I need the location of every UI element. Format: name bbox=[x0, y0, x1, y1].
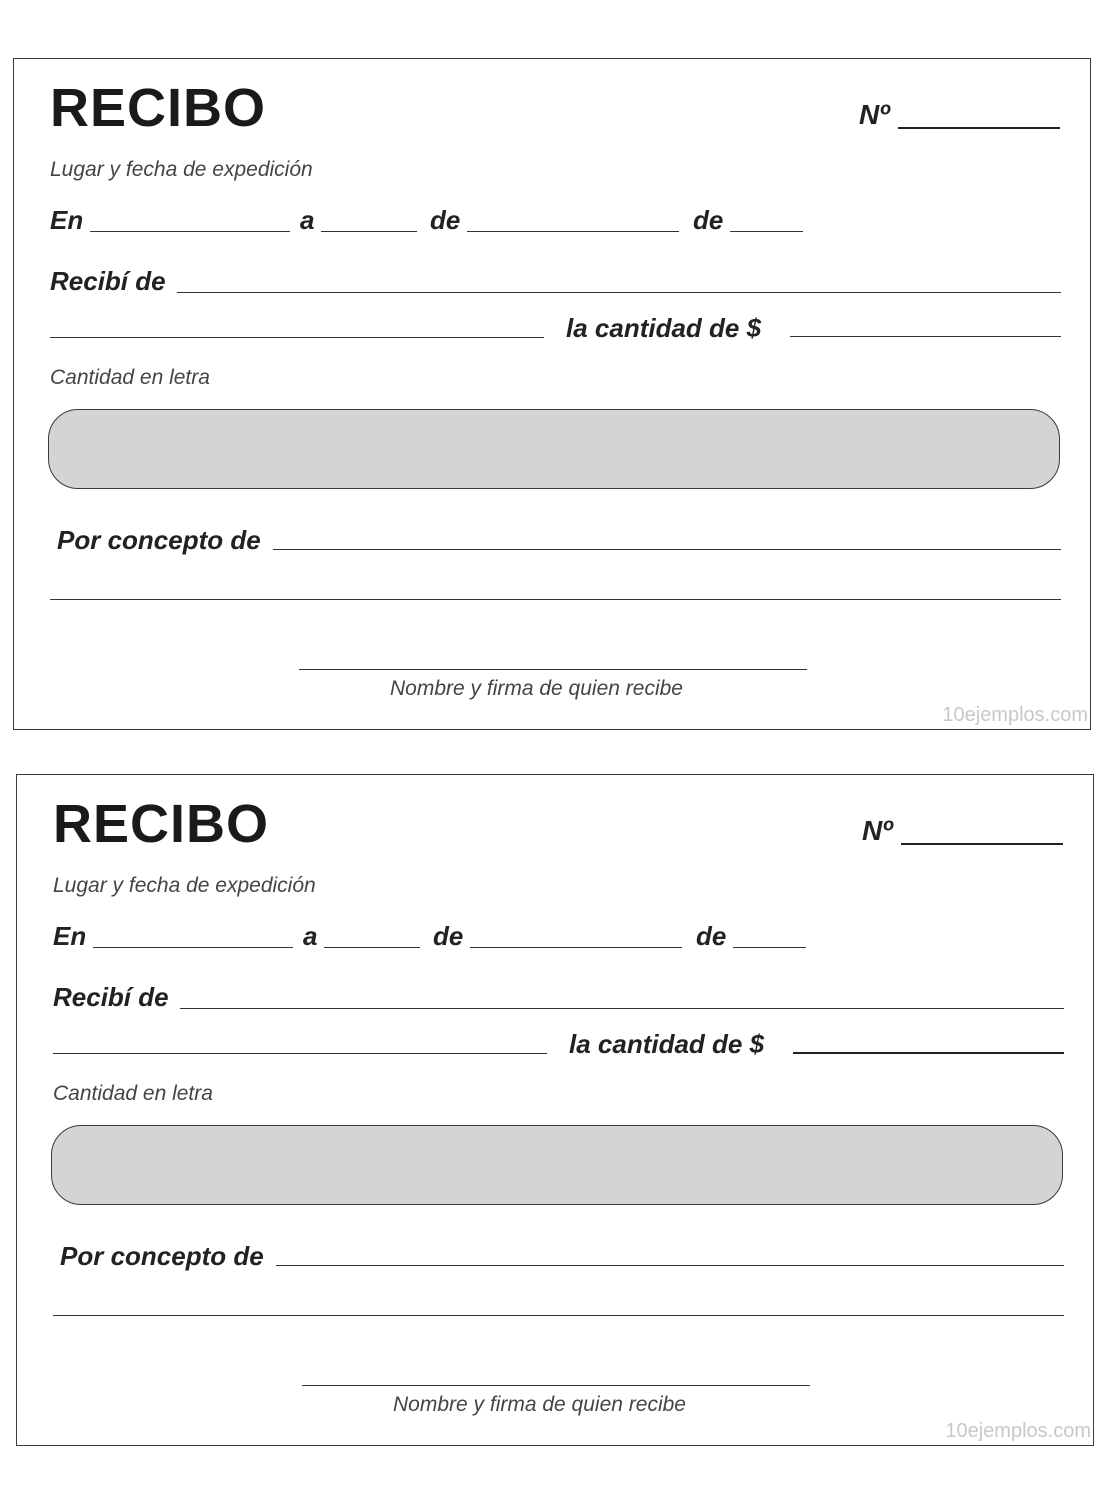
concept-field[interactable] bbox=[273, 549, 1061, 550]
amount-field[interactable] bbox=[790, 336, 1061, 337]
a-label: a bbox=[303, 921, 318, 951]
amount-label: la cantidad de $ bbox=[569, 1029, 765, 1059]
year-field[interactable] bbox=[730, 231, 803, 232]
signature-field[interactable] bbox=[299, 669, 807, 670]
receipt-title: RECIBO bbox=[53, 794, 270, 854]
month-field[interactable] bbox=[470, 947, 682, 948]
amount-field[interactable] bbox=[793, 1052, 1064, 1054]
amount-words-caption: Cantidad en letra bbox=[53, 1082, 213, 1105]
concept-field-continued[interactable] bbox=[53, 1315, 1064, 1316]
concept-field-continued[interactable] bbox=[50, 599, 1061, 600]
place-field[interactable] bbox=[93, 947, 293, 948]
received-from-field-continued[interactable] bbox=[50, 337, 544, 338]
concept-label: Por concepto de bbox=[60, 1241, 264, 1271]
received-from-field-continued[interactable] bbox=[53, 1053, 547, 1054]
received-from-field[interactable] bbox=[180, 1008, 1064, 1009]
concept-label: Por concepto de bbox=[57, 525, 261, 555]
de-label-year: de bbox=[696, 921, 727, 951]
place-date-caption: Lugar y fecha de expedición bbox=[53, 874, 316, 897]
receipt-number-label: Nº bbox=[862, 815, 893, 846]
amount-words-caption: Cantidad en letra bbox=[50, 366, 210, 389]
received-from-label: Recibí de bbox=[53, 982, 169, 1012]
amount-label: la cantidad de $ bbox=[566, 313, 762, 343]
received-from-field[interactable] bbox=[177, 292, 1061, 293]
signature-caption: Nombre y firma de quien recibe bbox=[390, 677, 683, 700]
watermark: 10ejemplos.com bbox=[942, 704, 1088, 726]
place-field[interactable] bbox=[90, 231, 290, 232]
received-from-label: Recibí de bbox=[50, 266, 166, 296]
de-label-year: de bbox=[693, 205, 724, 235]
de-label-month: de bbox=[430, 205, 461, 235]
receipt-form-2 bbox=[16, 774, 1094, 1446]
a-label: a bbox=[300, 205, 315, 235]
signature-field[interactable] bbox=[302, 1385, 810, 1386]
place-date-caption: Lugar y fecha de expedición bbox=[50, 158, 313, 181]
receipt-title: RECIBO bbox=[50, 78, 267, 138]
watermark: 10ejemplos.com bbox=[945, 1420, 1091, 1442]
year-field[interactable] bbox=[733, 947, 806, 948]
receipt-number-field[interactable] bbox=[901, 843, 1063, 845]
en-label: En bbox=[50, 205, 84, 235]
receipt-form-1 bbox=[13, 58, 1091, 730]
en-label: En bbox=[53, 921, 87, 951]
signature-caption: Nombre y firma de quien recibe bbox=[393, 1393, 686, 1416]
receipt-number-field[interactable] bbox=[898, 127, 1060, 129]
day-field[interactable] bbox=[324, 947, 420, 948]
day-field[interactable] bbox=[321, 231, 417, 232]
amount-words-box[interactable] bbox=[51, 1125, 1063, 1205]
concept-field[interactable] bbox=[276, 1265, 1064, 1266]
month-field[interactable] bbox=[467, 231, 679, 232]
amount-words-box[interactable] bbox=[48, 409, 1060, 489]
de-label-month: de bbox=[433, 921, 464, 951]
receipt-number-label: Nº bbox=[859, 99, 890, 130]
